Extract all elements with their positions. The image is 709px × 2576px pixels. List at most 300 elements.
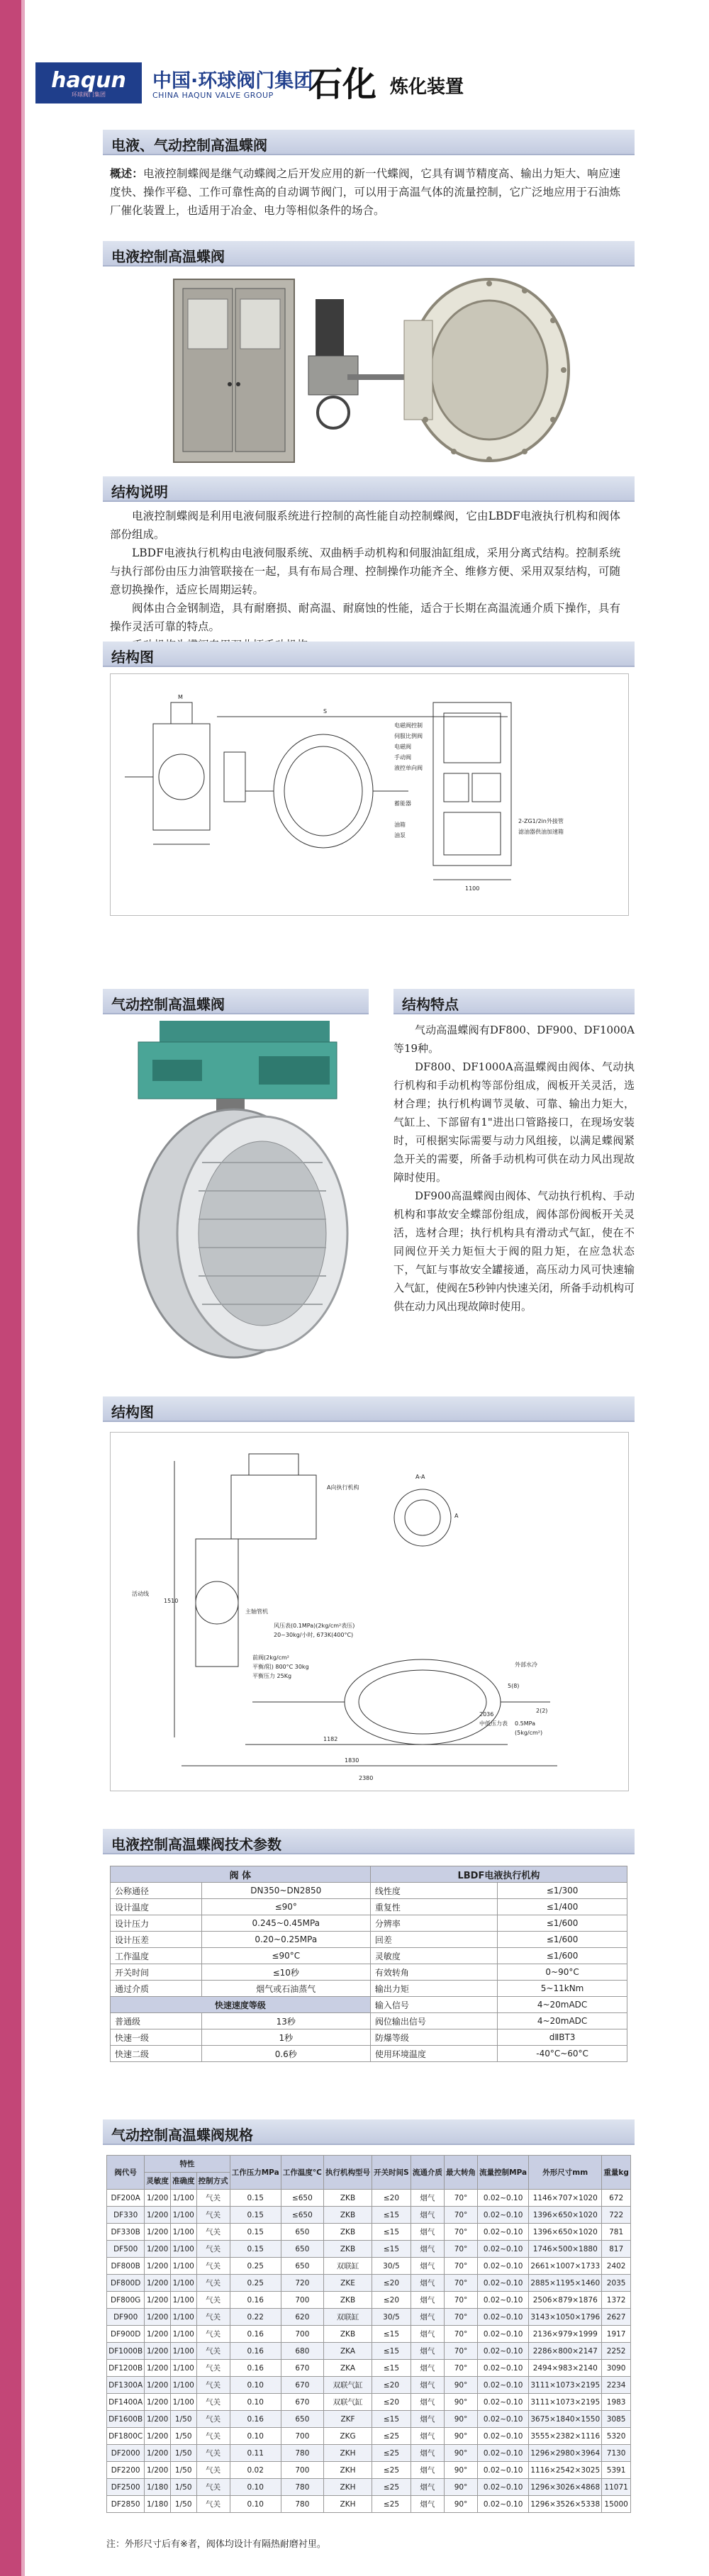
param-name: 开关时间 bbox=[111, 1964, 202, 1981]
drawing1-label: 液控单向阀 bbox=[394, 765, 423, 771]
table-cell: ≤25 bbox=[372, 2445, 411, 2462]
table-cell: 1/200 bbox=[145, 2292, 171, 2309]
table-cell: 670 bbox=[281, 2394, 323, 2411]
param-value: dⅡBT3 bbox=[498, 2029, 627, 2046]
table-cell: 11071 bbox=[602, 2479, 631, 2496]
param-value: ≤1/300 bbox=[498, 1883, 627, 1899]
table-cell: 650 bbox=[281, 2258, 323, 2275]
overview-label: 概述： bbox=[110, 167, 143, 180]
table-cell: 0.02~0.10 bbox=[478, 2377, 529, 2394]
table-cell: 5320 bbox=[602, 2428, 631, 2445]
table-cell: 烟气 bbox=[411, 2326, 444, 2343]
table-cell: 烟气 bbox=[411, 2207, 444, 2224]
table-cell: 双联缸 bbox=[323, 2309, 372, 2326]
table-cell: 2885×1195×1460 bbox=[529, 2275, 602, 2292]
table-cell: 气关 bbox=[196, 2292, 230, 2309]
table-cell: 1372 bbox=[602, 2292, 631, 2309]
table-cell: 680 bbox=[281, 2343, 323, 2360]
table-cell: 0.02~0.10 bbox=[478, 2496, 529, 2513]
col-time: 开关时间S bbox=[372, 2156, 411, 2190]
table-cell: 30/5 bbox=[372, 2309, 411, 2326]
table-cell: 0.16 bbox=[230, 2411, 281, 2428]
table-cell: 气关 bbox=[196, 2394, 230, 2411]
table-cell: ≤25 bbox=[372, 2462, 411, 2479]
table-cell: 1/200 bbox=[145, 2207, 171, 2224]
table-row bbox=[107, 2326, 631, 2343]
param-name: 公称通径 bbox=[111, 1883, 202, 1899]
table-cell: ZKE bbox=[323, 2275, 372, 2292]
table-cell: 90° bbox=[444, 2428, 477, 2445]
table-cell: 气关 bbox=[196, 2241, 230, 2258]
table-cell: ≤25 bbox=[372, 2496, 411, 2513]
table-cell: ≤25 bbox=[372, 2479, 411, 2496]
structure-paragraph-1: 电液控制蝶阀是利用电液伺服系统进行控制的高性能自动控制蝶阀，它由LBDF电液执行机构和阀体部份组成。 bbox=[110, 510, 620, 541]
table-row bbox=[107, 2190, 631, 2207]
table-row bbox=[107, 2224, 631, 2241]
table-cell: 2035 bbox=[602, 2275, 631, 2292]
table-cell: 烟气 bbox=[411, 2309, 444, 2326]
table-row bbox=[107, 2411, 631, 2428]
table-cell: 0.02~0.10 bbox=[478, 2241, 529, 2258]
table-cell: DF800D bbox=[107, 2275, 145, 2292]
section-header-structure bbox=[103, 476, 635, 502]
drawing2-label: 主轴管机 bbox=[245, 1608, 268, 1615]
table-cell: ZKA bbox=[323, 2360, 372, 2377]
table-cell: ≤20 bbox=[372, 2275, 411, 2292]
speed-grade-header: 快速速度等级 bbox=[111, 1997, 371, 2013]
structure-description bbox=[110, 507, 620, 654]
param-name: 回差 bbox=[370, 1932, 497, 1948]
left-decorative-stripe-light bbox=[21, 0, 25, 2576]
table-cell: 0.10 bbox=[230, 2479, 281, 2496]
table-cell: 0.10 bbox=[230, 2496, 281, 2513]
table-cell: 烟气 bbox=[411, 2411, 444, 2428]
table-cell: 700 bbox=[281, 2292, 323, 2309]
table-cell: 烟气 bbox=[411, 2428, 444, 2445]
drawing1-label: 电磁阀控制 bbox=[394, 722, 423, 729]
drawing1-label: S bbox=[323, 708, 328, 715]
drawing2-label: 1510 bbox=[164, 1598, 179, 1604]
table-cell: 烟气 bbox=[411, 2462, 444, 2479]
table-cell: DF1300A bbox=[107, 2377, 145, 2394]
structure-drawing-electro-hydraulic bbox=[110, 673, 629, 916]
param-value: -40°C~60°C bbox=[498, 2046, 627, 2062]
param-value: ≤1/400 bbox=[498, 1899, 627, 1915]
table-cell: 1/100 bbox=[170, 2377, 196, 2394]
section-title: 结构特点 bbox=[402, 996, 459, 1013]
table-cell: 0.02~0.10 bbox=[478, 2207, 529, 2224]
table-cell: 0.25 bbox=[230, 2258, 281, 2275]
table-row bbox=[107, 2309, 631, 2326]
table-row bbox=[107, 2496, 631, 2513]
param-name: 设计压力 bbox=[111, 1915, 202, 1932]
table-cell: 70° bbox=[444, 2224, 477, 2241]
drawing1-label: 手动阀 bbox=[394, 754, 411, 761]
drawing2-label: 1830 bbox=[345, 1757, 359, 1764]
drawing1-label: 电磁阀 bbox=[394, 744, 411, 750]
table-row bbox=[111, 1948, 627, 1964]
drawing2-label: A向执行机构 bbox=[327, 1484, 359, 1491]
features-text bbox=[393, 1021, 635, 1316]
col-sensitivity: 灵敏度 bbox=[145, 2173, 171, 2190]
table-row bbox=[111, 2029, 627, 2046]
col-code: 阀代号 bbox=[107, 2156, 145, 2190]
table-cell: 672 bbox=[602, 2190, 631, 2207]
section-header-specs bbox=[103, 2119, 635, 2145]
table-cell: 1/100 bbox=[170, 2241, 196, 2258]
table-cell: 0.02~0.10 bbox=[478, 2394, 529, 2411]
table-row bbox=[111, 1915, 627, 1932]
table-cell: 0.16 bbox=[230, 2326, 281, 2343]
table-cell: 烟气 bbox=[411, 2258, 444, 2275]
table-cell: 70° bbox=[444, 2241, 477, 2258]
features-paragraph-1: 气动高温蝶阀有DF800、DF900、DF1000A等19种。 bbox=[393, 1024, 635, 1055]
logo-subtext: 环球阀门集团 bbox=[72, 91, 106, 98]
page-header bbox=[28, 28, 695, 113]
tech-params-table bbox=[110, 1866, 627, 2062]
section-title: 气动控制高温蝶阀规格 bbox=[111, 2127, 253, 2144]
table-cell: 气关 bbox=[196, 2190, 230, 2207]
table-cell: 0.02~0.10 bbox=[478, 2479, 529, 2496]
table-cell: 0.10 bbox=[230, 2428, 281, 2445]
table-cell: 1/200 bbox=[145, 2411, 171, 2428]
param-name: 防爆等级 bbox=[370, 2029, 497, 2046]
table-cell: 1/100 bbox=[170, 2258, 196, 2275]
table-row bbox=[107, 2377, 631, 2394]
table-cell: DF2200 bbox=[107, 2462, 145, 2479]
table-cell: 3555×2382×1116 bbox=[529, 2428, 602, 2445]
param-name: 快速二级 bbox=[111, 2046, 202, 2062]
tech-params-body bbox=[111, 1883, 627, 2062]
table-cell: 90° bbox=[444, 2462, 477, 2479]
table-cell: 0.02~0.10 bbox=[478, 2428, 529, 2445]
table-cell: 2402 bbox=[602, 2258, 631, 2275]
table-cell: 90° bbox=[444, 2445, 477, 2462]
table-cell: 0.15 bbox=[230, 2224, 281, 2241]
table-cell: 781 bbox=[602, 2224, 631, 2241]
table-cell: 1/200 bbox=[145, 2394, 171, 2411]
table-cell: 70° bbox=[444, 2309, 477, 2326]
drawing1-label: M bbox=[178, 694, 183, 700]
table-cell: 70° bbox=[444, 2292, 477, 2309]
table-cell: 30/5 bbox=[372, 2258, 411, 2275]
table-cell: 90° bbox=[444, 2377, 477, 2394]
section-title: 电液控制高温蝶阀 bbox=[111, 248, 225, 265]
table-cell: 气关 bbox=[196, 2377, 230, 2394]
table-cell: 0.10 bbox=[230, 2377, 281, 2394]
table-row bbox=[111, 1981, 627, 1997]
param-name: 设计压差 bbox=[111, 1932, 202, 1948]
param-value: ≤10秒 bbox=[201, 1964, 370, 1981]
table-row bbox=[111, 1883, 627, 1899]
table-cell: 0.02~0.10 bbox=[478, 2411, 529, 2428]
drawing2-label: (5kg/cm²) bbox=[515, 1730, 543, 1736]
company-logo bbox=[35, 62, 142, 103]
table-cell: 650 bbox=[281, 2224, 323, 2241]
electro-hydraulic-valve-photo bbox=[170, 271, 574, 466]
table-cell: 2661×1007×1733 bbox=[529, 2258, 602, 2275]
section-header-drawing-1 bbox=[103, 642, 635, 667]
table-cell: 1/200 bbox=[145, 2428, 171, 2445]
table-cell: DF800G bbox=[107, 2292, 145, 2309]
table-cell: 气关 bbox=[196, 2479, 230, 2496]
table-cell: 70° bbox=[444, 2343, 477, 2360]
table-cell: ≤15 bbox=[372, 2224, 411, 2241]
drawing2-label: 中低压力表 bbox=[479, 1720, 508, 1727]
param-value: ≤1/600 bbox=[498, 1915, 627, 1932]
table-cell: 双联气缸 bbox=[323, 2377, 372, 2394]
table-cell: 1296×3026×4868 bbox=[529, 2479, 602, 2496]
table-cell: ≤25 bbox=[372, 2428, 411, 2445]
page-subtitle: 炼化装置 bbox=[390, 77, 464, 98]
table-cell: ZKH bbox=[323, 2479, 372, 2496]
table-row bbox=[111, 2013, 627, 2029]
table-cell: 0.02~0.10 bbox=[478, 2224, 529, 2241]
drawing2-label: A-A bbox=[415, 1474, 425, 1480]
drawing2-label: 风压表(0.1MPa)(2kg/cm²表压) bbox=[274, 1623, 355, 1629]
table-cell: 1746×500×1880 bbox=[529, 2241, 602, 2258]
table-cell: 烟气 bbox=[411, 2360, 444, 2377]
table-cell: ≤20 bbox=[372, 2190, 411, 2207]
table-cell: 0.02~0.10 bbox=[478, 2275, 529, 2292]
table-cell: 1/100 bbox=[170, 2224, 196, 2241]
table-cell: ZKB bbox=[323, 2241, 372, 2258]
table-row bbox=[107, 2394, 631, 2411]
table-cell: DF2850 bbox=[107, 2496, 145, 2513]
table-row bbox=[107, 2241, 631, 2258]
structure-paragraph-2: LBDF电液执行机构由电液伺服系统、双曲柄手动机构和伺服油缸组成，采用分离式结构。控制系统与执行部份由压力油管联接在一起，具有布局合理、控制操作功能齐全、维修方便、采用双泵结构，可随意切换操作，适应长周期运转。 bbox=[110, 547, 620, 596]
table-cell: 1/100 bbox=[170, 2207, 196, 2224]
table-cell: ≤15 bbox=[372, 2411, 411, 2428]
table-cell: 7130 bbox=[602, 2445, 631, 2462]
table-cell: 670 bbox=[281, 2360, 323, 2377]
table-cell: 1/100 bbox=[170, 2326, 196, 2343]
table-cell: 3675×1840×1550 bbox=[529, 2411, 602, 2428]
param-name: 线性度 bbox=[370, 1883, 497, 1899]
table-cell: 0.02~0.10 bbox=[478, 2309, 529, 2326]
table-cell: ≤650 bbox=[281, 2190, 323, 2207]
table-cell: 0.02~0.10 bbox=[478, 2360, 529, 2377]
table-cell: 1/100 bbox=[170, 2275, 196, 2292]
table-cell: 1/200 bbox=[145, 2445, 171, 2462]
table-cell: 双联气缸 bbox=[323, 2394, 372, 2411]
table-cell: 烟气 bbox=[411, 2496, 444, 2513]
table-cell: 1/50 bbox=[170, 2428, 196, 2445]
table-cell: ≤15 bbox=[372, 2207, 411, 2224]
drawing2-label: 平衡压力 25Kg bbox=[252, 1673, 292, 1679]
param-name: 输出力矩 bbox=[370, 1981, 497, 1997]
drawing2-label: 5(8) bbox=[508, 1683, 520, 1689]
section-header-features bbox=[393, 989, 635, 1014]
table-cell: 70° bbox=[444, 2360, 477, 2377]
table-cell: 气关 bbox=[196, 2275, 230, 2292]
table-cell: 650 bbox=[281, 2241, 323, 2258]
param-name: 快速一级 bbox=[111, 2029, 202, 2046]
table-cell: 烟气 bbox=[411, 2377, 444, 2394]
table-row bbox=[107, 2445, 631, 2462]
table-cell: 气关 bbox=[196, 2428, 230, 2445]
overview-text: 电液控制蝶阀是继气动蝶阀之后开发应用的新一代蝶阀，它具有调节精度高、输出力矩大、响应速度快、操作平稳、工作可靠性高的自动调节阀门，可以用于高温气体的流量控制，它广泛地应用于石油炼厂催化装置上，也适用于冶金、电力等相似条件的场合。 bbox=[110, 167, 620, 217]
table-row bbox=[111, 1964, 627, 1981]
table-cell: ≤650 bbox=[281, 2207, 323, 2224]
table-row bbox=[107, 2360, 631, 2377]
table-cell: 1917 bbox=[602, 2326, 631, 2343]
section-header-electro-hydraulic bbox=[103, 241, 635, 267]
col-dims: 外形尺寸mm bbox=[529, 2156, 602, 2190]
table-row bbox=[107, 2479, 631, 2496]
table-cell: 烟气 bbox=[411, 2275, 444, 2292]
table-cell: DF900 bbox=[107, 2309, 145, 2326]
param-value: ≤1/600 bbox=[498, 1932, 627, 1948]
table-cell: 3085 bbox=[602, 2411, 631, 2428]
table-cell: 2136×979×1999 bbox=[529, 2326, 602, 2343]
section-title: 电液、气动控制高温蝶阀 bbox=[111, 137, 267, 154]
table-cell: 817 bbox=[602, 2241, 631, 2258]
col-pressure: 工作压力MPa bbox=[230, 2156, 281, 2190]
table-cell: 1/100 bbox=[170, 2292, 196, 2309]
table-cell: 气关 bbox=[196, 2411, 230, 2428]
table-cell: 2234 bbox=[602, 2377, 631, 2394]
table-cell: 烟气 bbox=[411, 2445, 444, 2462]
table-cell: ZKB bbox=[323, 2207, 372, 2224]
table-cell: 1/100 bbox=[170, 2190, 196, 2207]
actuator-header: LBDF电液执行机构 bbox=[370, 1866, 627, 1883]
col-angle: 最大转角 bbox=[444, 2156, 477, 2190]
param-name: 重复性 bbox=[370, 1899, 497, 1915]
table-cell: 1146×707×1020 bbox=[529, 2190, 602, 2207]
drawing1-label: 2-ZG1/2in外接管 bbox=[518, 818, 564, 824]
drawing1-label: 蓄能器 bbox=[394, 800, 411, 807]
table-cell: 5391 bbox=[602, 2462, 631, 2479]
table-cell: 2252 bbox=[602, 2343, 631, 2360]
table-cell: 1/50 bbox=[170, 2462, 196, 2479]
table-cell: 气关 bbox=[196, 2496, 230, 2513]
table-cell: ZKB bbox=[323, 2224, 372, 2241]
section-title: 结构图 bbox=[111, 1404, 154, 1421]
param-value: 0.20~0.25MPa bbox=[201, 1932, 370, 1948]
param-name: 灵敏度 bbox=[370, 1948, 497, 1964]
param-value: 4~20mADC bbox=[498, 1997, 627, 2013]
table-cell: 700 bbox=[281, 2326, 323, 2343]
param-name: 通过介质 bbox=[111, 1981, 202, 1997]
drawing2-label: 前阀(2kg/cm² bbox=[252, 1654, 290, 1661]
table-cell: 15000 bbox=[602, 2496, 631, 2513]
table-cell: 烟气 bbox=[411, 2190, 444, 2207]
table-cell: 0.02~0.10 bbox=[478, 2190, 529, 2207]
table-row bbox=[111, 1899, 627, 1915]
param-name: 输入信号 bbox=[370, 1997, 497, 2013]
param-value: 1秒 bbox=[201, 2029, 370, 2046]
table-cell: 烟气 bbox=[411, 2394, 444, 2411]
col-temp: 工作温度°C bbox=[281, 2156, 323, 2190]
table-row bbox=[107, 2275, 631, 2292]
section-title: 结构图 bbox=[111, 649, 154, 666]
table-row bbox=[111, 1932, 627, 1948]
table-cell: ZKG bbox=[323, 2428, 372, 2445]
table-row bbox=[107, 2428, 631, 2445]
spec-table-body bbox=[107, 2190, 631, 2513]
table-cell: 0.25 bbox=[230, 2275, 281, 2292]
table-cell: 气关 bbox=[196, 2360, 230, 2377]
param-name: 普通级 bbox=[111, 2013, 202, 2029]
section-title: 气动控制高温蝶阀 bbox=[111, 996, 225, 1013]
table-cell: 0.22 bbox=[230, 2309, 281, 2326]
col-accuracy: 准确度 bbox=[170, 2173, 196, 2190]
drawing1-label: 伺服比例阀 bbox=[394, 733, 423, 739]
table-cell: DF500 bbox=[107, 2241, 145, 2258]
table-cell: 1/200 bbox=[145, 2190, 171, 2207]
param-name: 设计温度 bbox=[111, 1899, 202, 1915]
drawing2-label: 0.5MPa bbox=[515, 1720, 535, 1727]
table-cell: 0.02 bbox=[230, 2462, 281, 2479]
param-value: ≤1/600 bbox=[498, 1948, 627, 1964]
table-cell: 70° bbox=[444, 2190, 477, 2207]
features-paragraph-2: DF800、DF1000A高温蝶阀由阀体、气动执行机构和手动机构等部份组成，阀板开关灵活，选材合理；执行机构调节灵敏、可靠、输出力矩大，气缸上、下部留有1"进出口管路接口，在现场安装时，可根据实际需要与动力风组接，以满足蝶阀紧急开关的需要，所备手动机构可供在动力风出现故障时使用。 bbox=[393, 1060, 635, 1184]
drawing2-label: 外部水冷 bbox=[515, 1662, 537, 1668]
company-name-cn: 中国·环球阀门集团 bbox=[152, 70, 313, 92]
table-cell: 0.10 bbox=[230, 2394, 281, 2411]
table-cell: 1/180 bbox=[145, 2479, 171, 2496]
section-title: 电液控制高温蝶阀技术参数 bbox=[111, 1836, 281, 1853]
table-cell: 670 bbox=[281, 2377, 323, 2394]
valve-body-header: 阀 体 bbox=[111, 1866, 371, 1883]
drawing1-label: 油泵 bbox=[394, 832, 406, 839]
table-cell: 烟气 bbox=[411, 2224, 444, 2241]
pneumatic-valve-photo bbox=[117, 1021, 369, 1368]
table-cell: 0.11 bbox=[230, 2445, 281, 2462]
table-cell: 3090 bbox=[602, 2360, 631, 2377]
table-cell: DF1000B bbox=[107, 2343, 145, 2360]
table-cell: 70° bbox=[444, 2275, 477, 2292]
param-value: 0.6秒 bbox=[201, 2046, 370, 2062]
table-cell: 气关 bbox=[196, 2462, 230, 2479]
table-cell: 1/50 bbox=[170, 2479, 196, 2496]
table-row bbox=[107, 2207, 631, 2224]
table-cell: ≤20 bbox=[372, 2394, 411, 2411]
col-flow: 流量控制MPa bbox=[478, 2156, 529, 2190]
table-cell: DF800B bbox=[107, 2258, 145, 2275]
table-cell: 1983 bbox=[602, 2394, 631, 2411]
spec-header-row bbox=[107, 2156, 631, 2173]
table-cell: 气关 bbox=[196, 2445, 230, 2462]
table-cell: DF200A bbox=[107, 2190, 145, 2207]
drawing2-label: 2(2) bbox=[536, 1708, 548, 1714]
col-control: 控制方式 bbox=[196, 2173, 230, 2190]
drawing2-label: 1182 bbox=[323, 1736, 338, 1742]
left-decorative-stripe bbox=[0, 0, 21, 2576]
table-cell: 700 bbox=[281, 2428, 323, 2445]
table-cell: 1/200 bbox=[145, 2360, 171, 2377]
table-cell: 1/50 bbox=[170, 2445, 196, 2462]
param-name: 阀位输出信号 bbox=[370, 2013, 497, 2029]
table-cell: 1/200 bbox=[145, 2224, 171, 2241]
spec-table-note: 注：外形尺寸后有※者，阀体均设计有隔热耐磨衬里。 bbox=[106, 2539, 326, 2550]
table-cell: 1296×3526×5338 bbox=[529, 2496, 602, 2513]
table-cell: ≤15 bbox=[372, 2241, 411, 2258]
table-cell: 70° bbox=[444, 2326, 477, 2343]
param-name: 分辨率 bbox=[370, 1915, 497, 1932]
table-cell: 气关 bbox=[196, 2309, 230, 2326]
table-cell: ZKB bbox=[323, 2292, 372, 2309]
param-value: 烟气或石油蒸气 bbox=[201, 1981, 370, 1997]
table-cell: DF1400A bbox=[107, 2394, 145, 2411]
drawing2-label: A bbox=[454, 1513, 459, 1519]
table-cell: 0.02~0.10 bbox=[478, 2445, 529, 2462]
table-cell: 气关 bbox=[196, 2224, 230, 2241]
table-cell: DF2000 bbox=[107, 2445, 145, 2462]
table-cell: ≤15 bbox=[372, 2343, 411, 2360]
table-cell: 1/200 bbox=[145, 2326, 171, 2343]
